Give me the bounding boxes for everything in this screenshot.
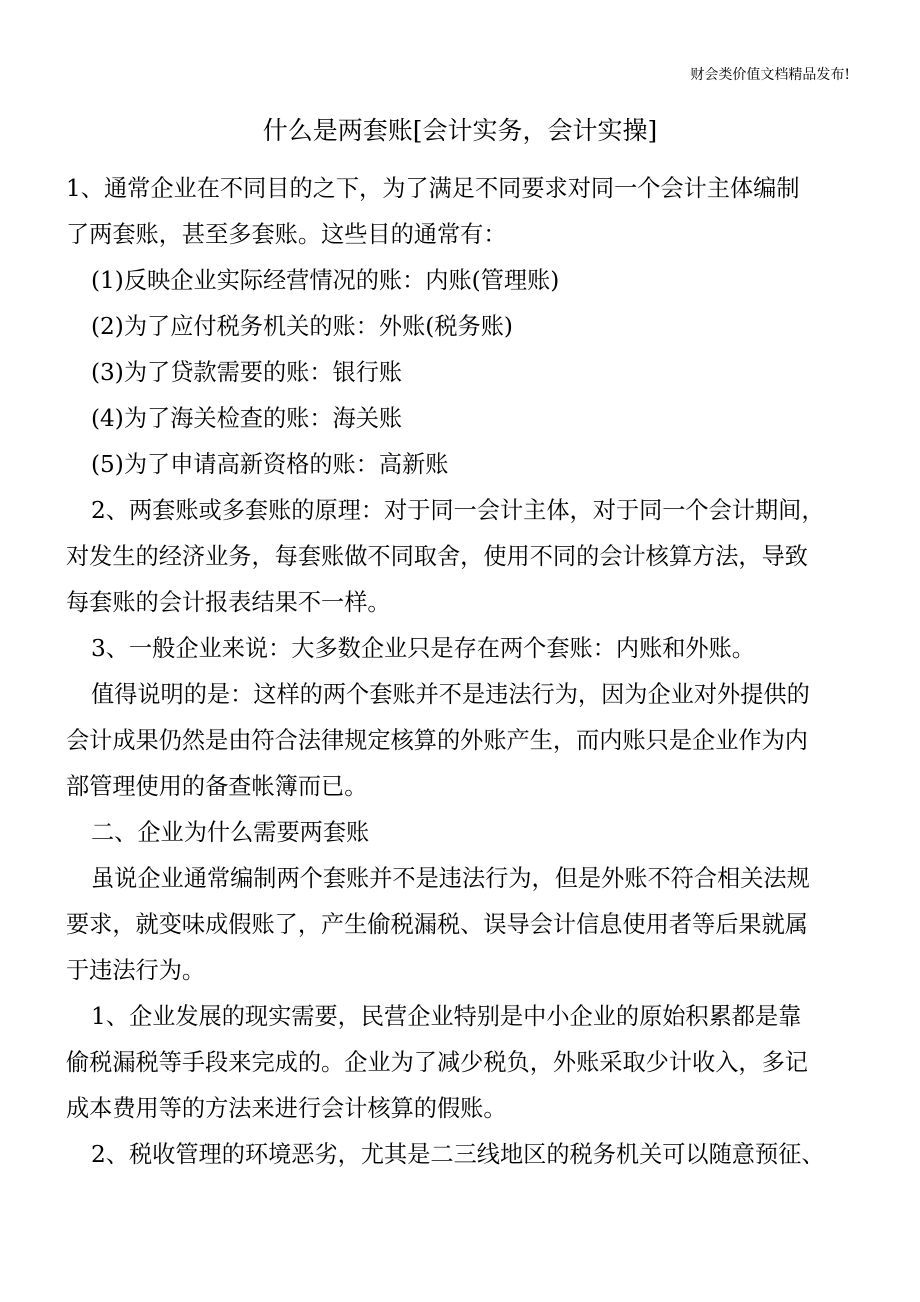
paragraph-line: 值得说明的是：这样的两个套账并不是违法行为，因为企业对外提供的	[91, 681, 810, 708]
paragraph-line: 每套账的会计报表结果不一样。	[66, 589, 391, 616]
list-item: (3)为了贷款需要的账：银行账	[91, 359, 403, 386]
paragraph-line: 部管理使用的备查帐簿而已。	[66, 773, 368, 800]
paragraph-line: 1、企业发展的现实需要，民营企业特别是中小企业的原始积累都是靠	[91, 1003, 802, 1030]
document-body	[66, 166, 858, 1178]
paragraph-line: 会计成果仍然是由符合法律规定核算的外账产生，而内账只是企业作为内	[66, 727, 808, 754]
paragraph-line: 2、税收管理的环境恶劣，尤其是二三线地区的税务机关可以随意预征、	[91, 1141, 825, 1168]
paragraph-line: 于违法行为。	[66, 957, 206, 984]
list-item: (5)为了申请高新资格的账：高新账	[91, 451, 449, 478]
paragraph-line: 成本费用等的方法来进行会计核算的假账。	[66, 1095, 507, 1122]
paragraph-line: 虽说企业通常编制两个套账并不是违法行为，但是外账不符合相关法规	[91, 865, 810, 892]
paragraph-line: 了两套账，甚至多套账。这些目的通常有：	[66, 221, 507, 248]
paragraph-line: 要求，就变味成假账了，产生偷税漏税、误导会计信息使用者等后果就属	[66, 911, 808, 938]
document-title: 什么是两套账[会计实务，会计实操]	[262, 116, 658, 145]
paragraph-line: 3、一般企业来说：大多数企业只是存在两个套账：内账和外账。	[91, 635, 755, 662]
header-note: 财会类价值文档精品发布!	[690, 67, 850, 83]
list-item: (4)为了海关检查的账：海关账	[91, 405, 403, 432]
paragraph-line: 对发生的经济业务，每套账做不同取舍，使用不同的会计核算方法，导致	[66, 543, 808, 570]
section-heading: 二、企业为什么需要两套账	[91, 819, 370, 846]
paragraph-line: 2、两套账或多套账的原理：对于同一会计主体，对于同一个会计期间，	[91, 497, 825, 524]
list-item: (2)为了应付税务机关的账：外账(税务账)	[91, 313, 513, 340]
list-item: (1)反映企业实际经营情况的账：内账(管理账)	[91, 267, 560, 294]
paragraph-line: 1、通常企业在不同目的之下，为了满足不同要求对同一个会计主体编制	[66, 175, 800, 202]
paragraph-line: 偷税漏税等手段来完成的。企业为了减少税负，外账采取少计收入，多记	[66, 1049, 808, 1076]
